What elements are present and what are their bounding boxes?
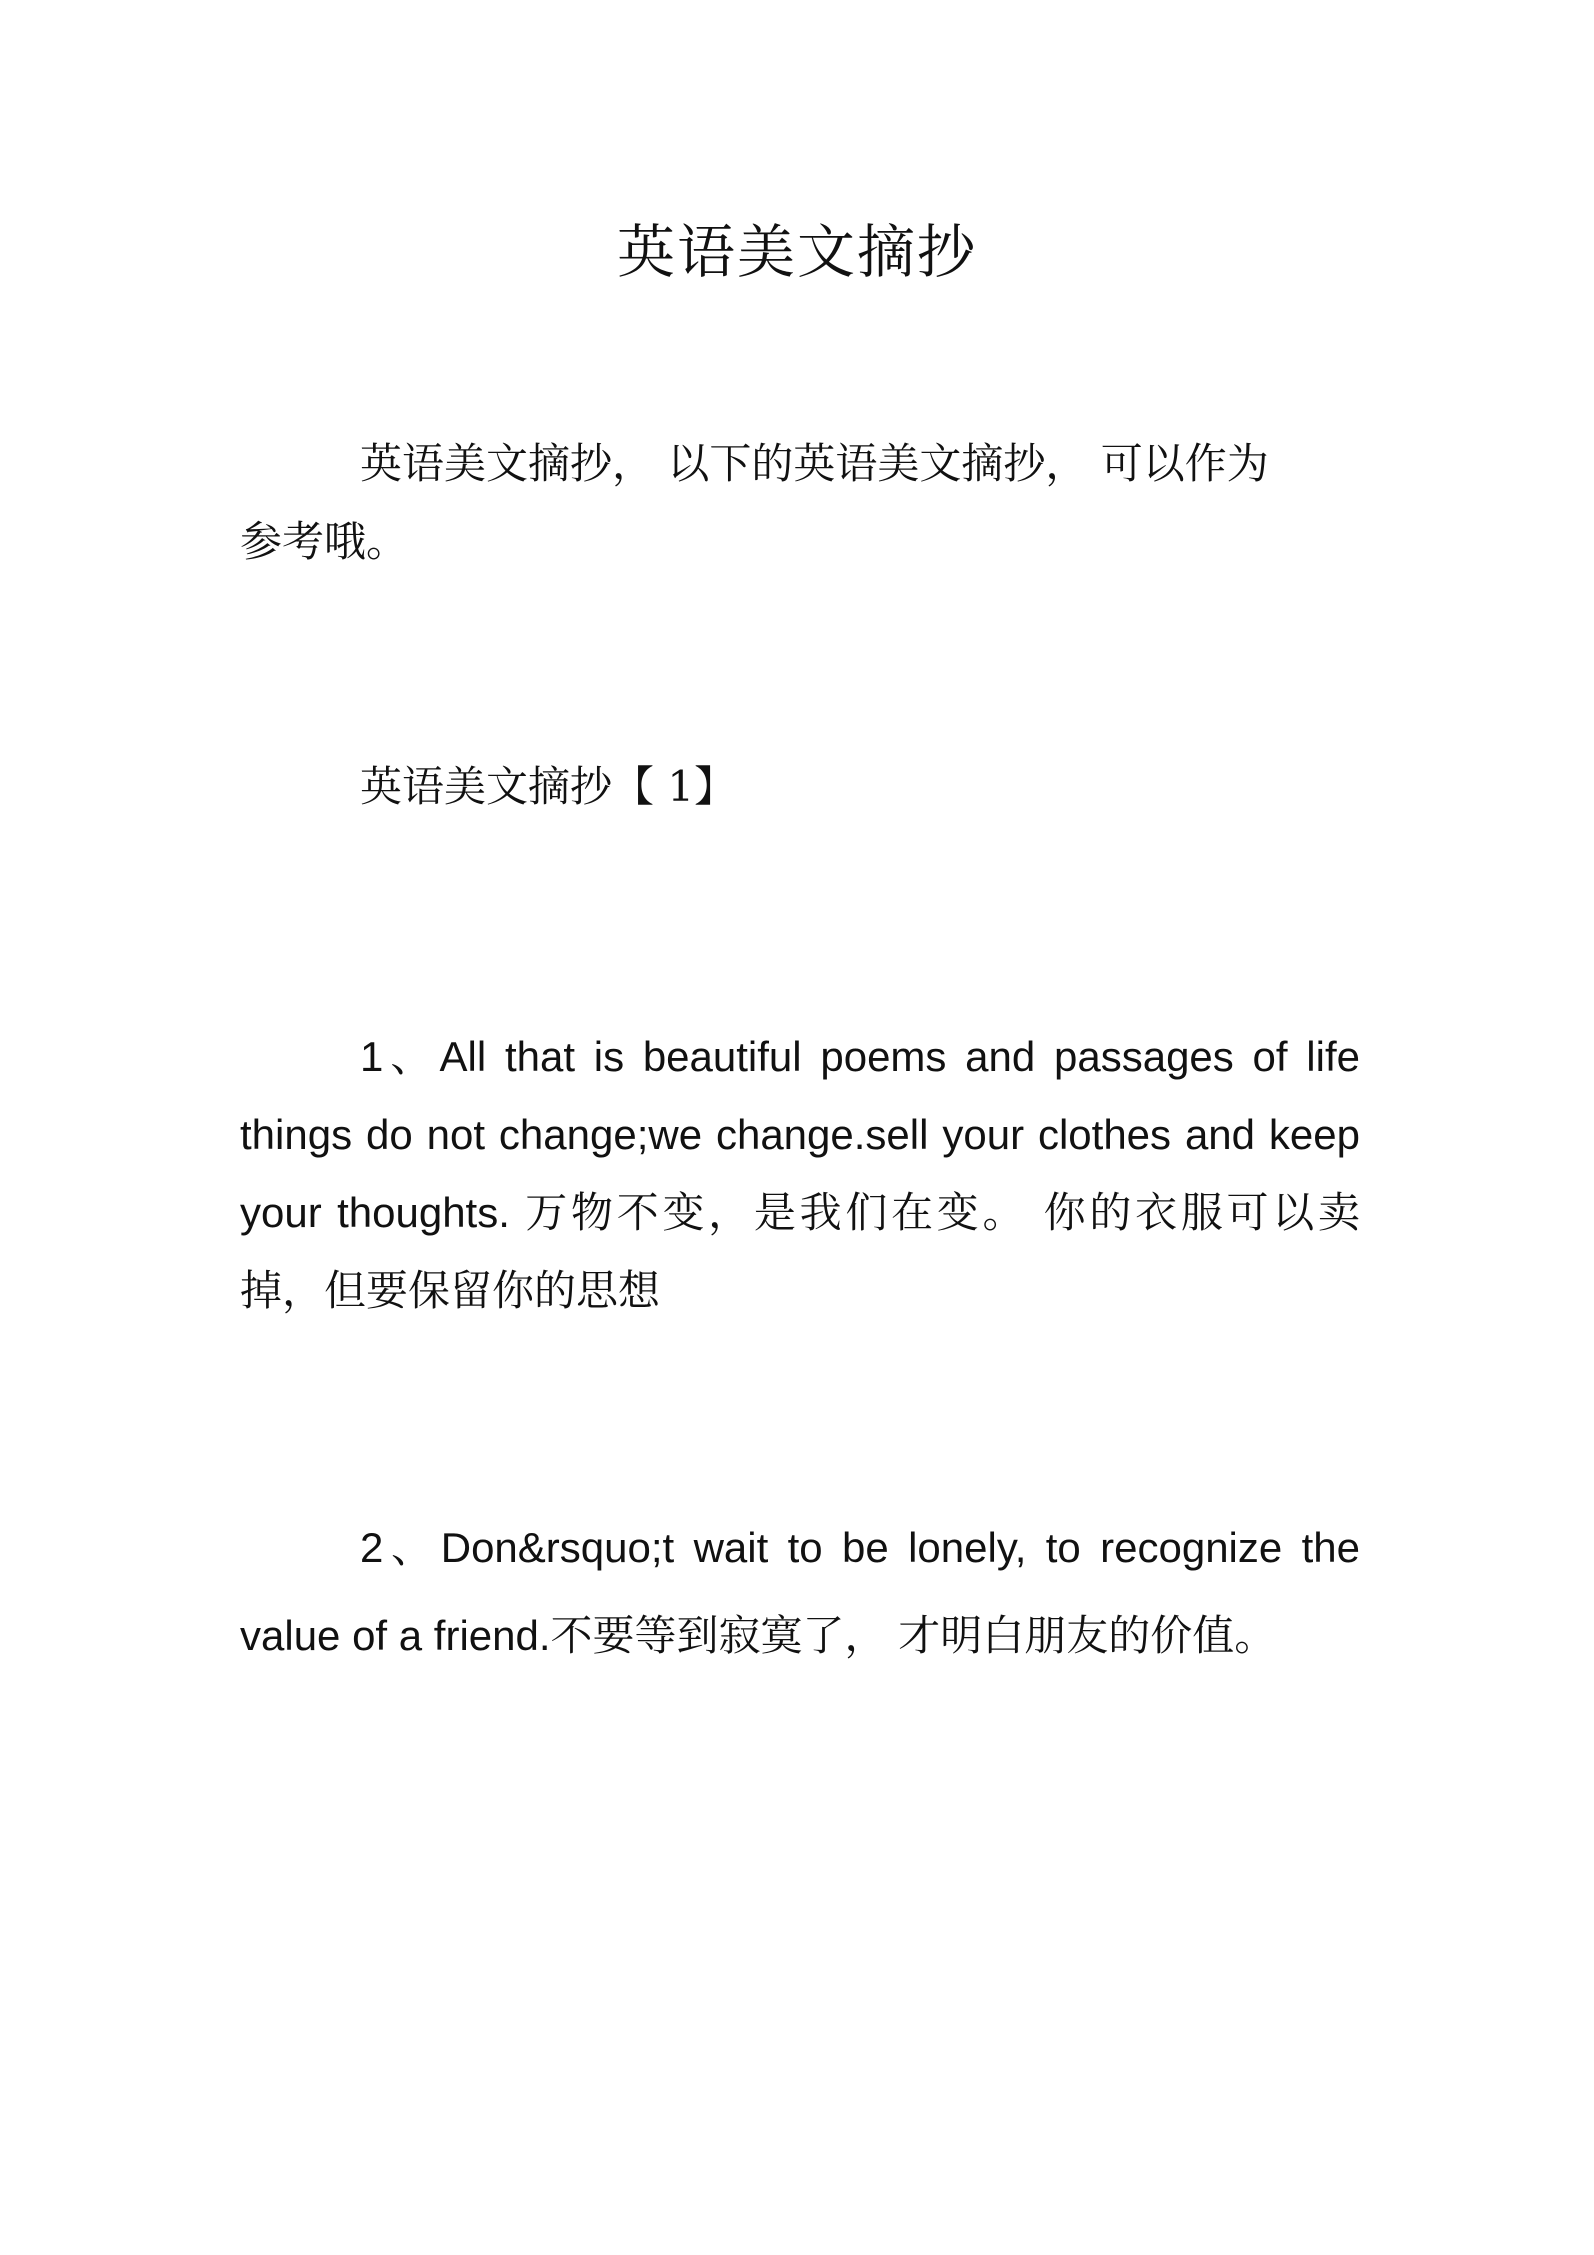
page-title: 英语美文摘抄	[616, 218, 977, 286]
quote-item-1: 1、All that is beautiful poems and passages of life things do not change;we change.sell your clothes and keep your thoughts. 万物不变，是我们在变。 你的衣服可以卖掉，但要保留你的思想	[240, 1033, 1360, 1314]
quote-item-2: 2、Don&rsquo;t wait to be lonely, to recognize the value of a friend.不要等到寂寞了， 才明白朋友的价值。	[240, 1524, 1360, 1659]
intro-paragraph: 英语美文摘抄， 以下的英语美文摘抄， 可以作为参考哦。	[240, 439, 1269, 566]
section-heading: 英语美文摘抄【 1】	[360, 762, 737, 811]
